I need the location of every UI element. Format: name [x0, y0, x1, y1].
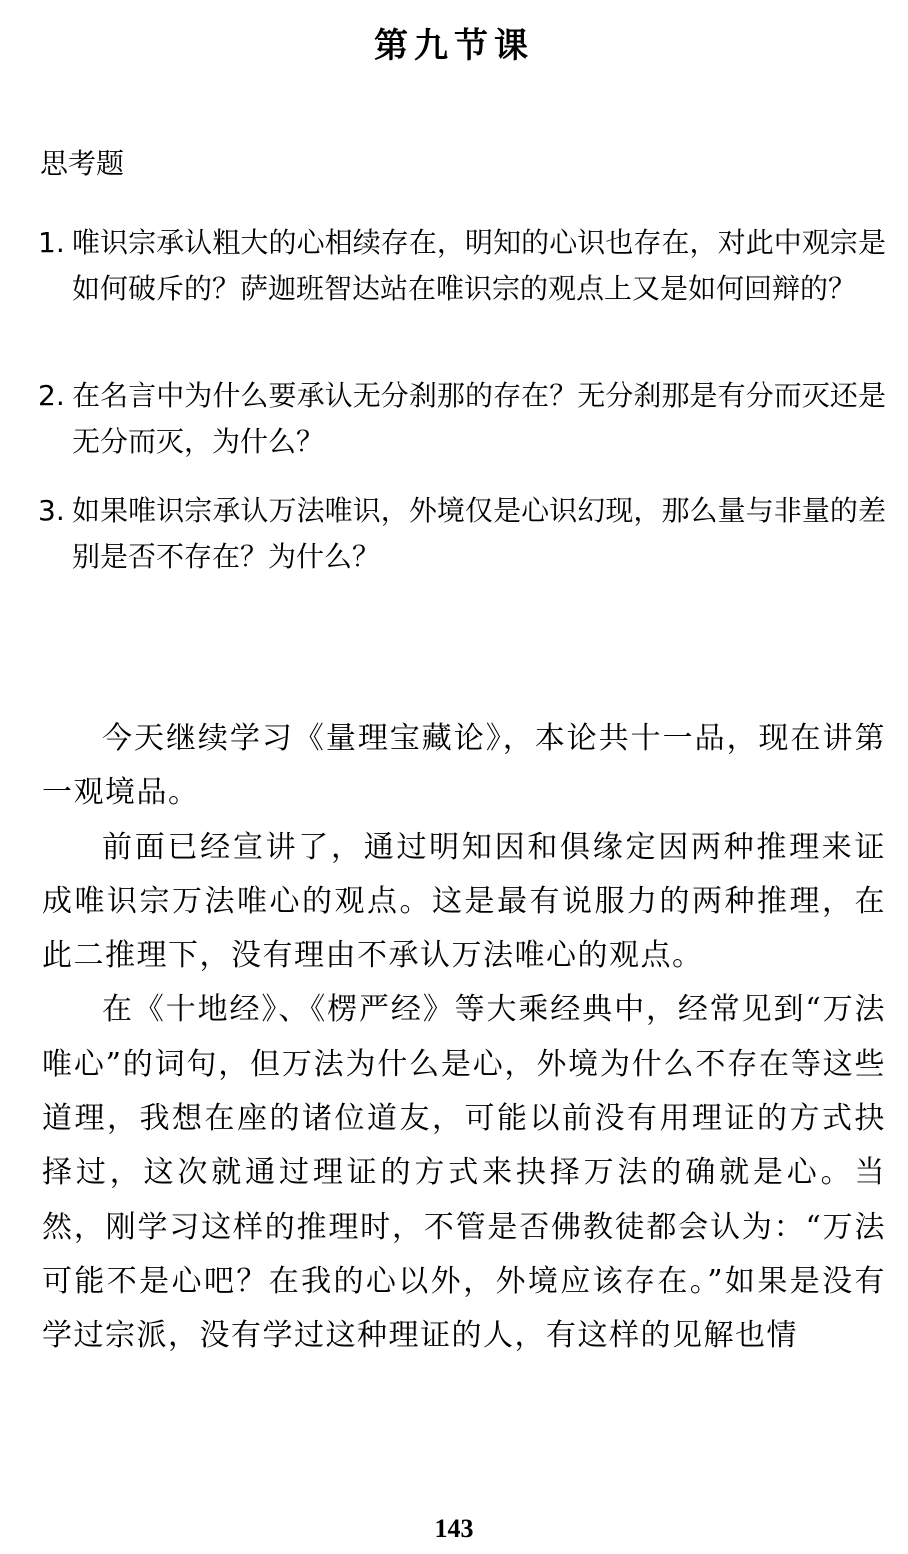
question-text: 在名言中为什么要承认无分刹那的存在？无分刹那是有分而灭还是无分而灭，为什么？ [72, 379, 886, 458]
question-item [38, 488, 886, 580]
body-paragraph: 前面已经宣讲了，通过明知因和俱缘定因两种推理来证成唯识宗万法唯心的观点。这是最有说服力的两种推理，在此二推理下，没有理由不承认万法唯心的观点。 [42, 829, 886, 974]
page-number: 143 [434, 1514, 474, 1543]
questions-heading: 思考题 [40, 147, 125, 180]
question-item [38, 373, 886, 465]
question-number: 1. [38, 226, 65, 259]
question-text: 如果唯识宗承认万法唯识，外境仅是心识幻现，那么量与非量的差别是否不存在？为什么？ [72, 494, 886, 573]
body-paragraph: 在《十地经》、《楞严经》等大乘经典中，经常见到“万法唯心”的词句，但万法为什么是心，外境为什么不存在等这些道理，我想在座的诸位道友，可能以前没有用理证的方式抉择过，这次就通过理证的方式来抉择万法的确就是心。当然，刚学习这样的推理时，不管是否佛教徒都会认为：“万法可能不是心吧？在我的心以外，外境应该存在。”如果是没有学过宗派，没有学过这种理证的人，有这样的见解也情 [42, 992, 886, 1354]
lesson-title: 第九节课 [374, 26, 534, 66]
question-number: 2. [38, 379, 65, 412]
question-number: 3. [38, 494, 65, 527]
question-text: 唯识宗承认粗大的心相续存在，明知的心识也存在，对此中观宗是如何破斥的？萨迦班智达站在唯识宗的观点上又是如何回辩的？ [72, 226, 886, 305]
question-item [38, 220, 886, 312]
body-paragraph: 今天继续学习《量理宝藏论》，本论共十一品，现在讲第一观境品。 [42, 721, 886, 811]
lecture-body [42, 712, 886, 1364]
